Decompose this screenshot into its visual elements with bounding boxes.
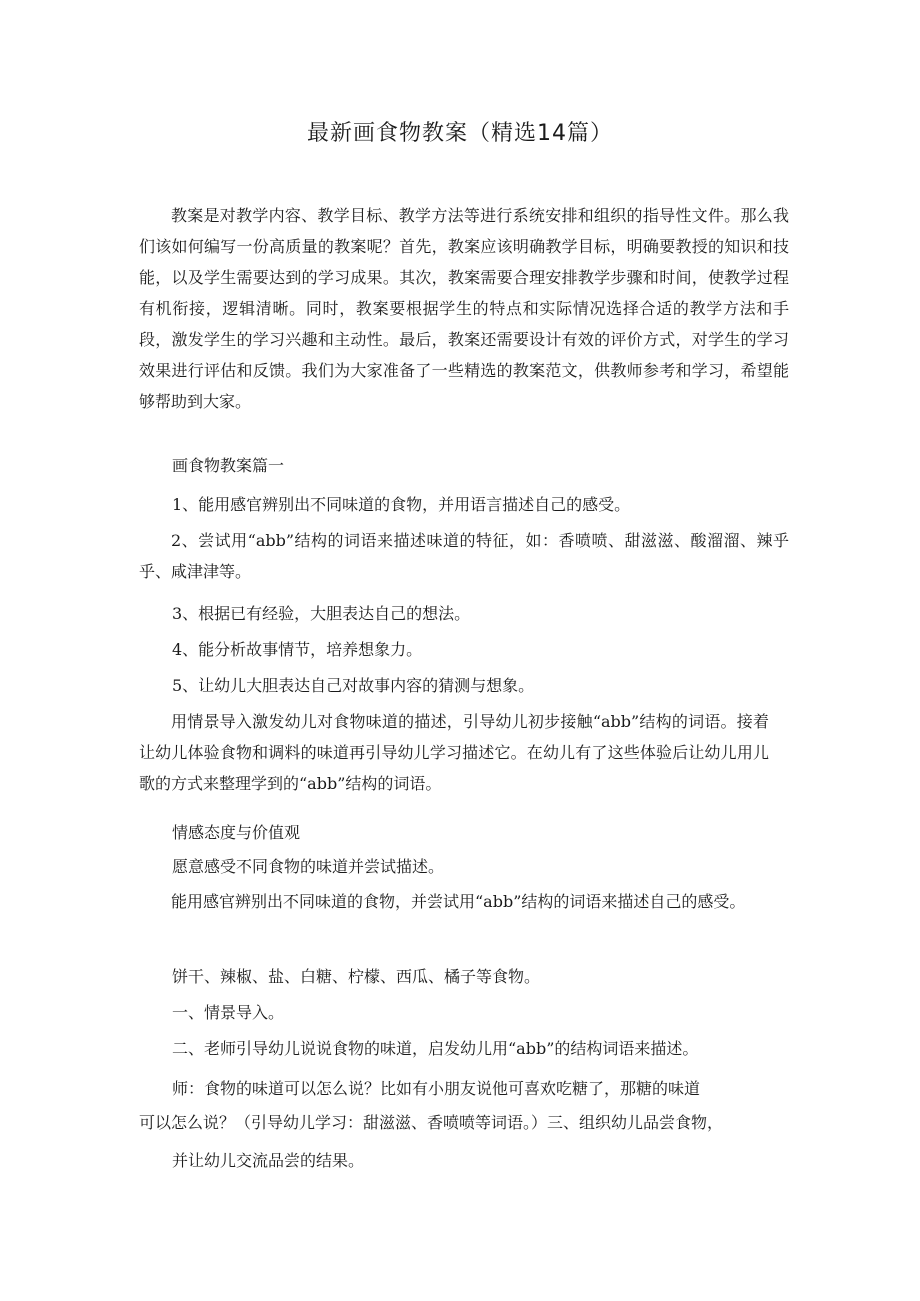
goal-item-1: 1、能用感官辨别出不同味道的食物，并用语言描述自己的感受。 [172, 495, 631, 514]
step-2: 二、老师引导幼儿说说食物的味道，启发幼儿用“abb”的结构词语来描述。 [172, 1039, 699, 1058]
ability-paragraph: 能用感官辨别出不同味道的食物，并尝试用“abb”结构的词语来描述自己的感受。 [171, 892, 746, 911]
teacher-line-3: 并让幼儿交流品尝的结果。 [172, 1151, 365, 1170]
teacher-line-2: 可以怎么说？（引导幼儿学习：甜滋滋、香喷喷等词语。）三、组织幼儿品尝食物， [139, 1113, 724, 1132]
goal-item-4: 4、能分析故事情节，培养想象力。 [172, 640, 423, 659]
materials-text: 饼干、辣椒、盐、白糖、柠檬、西瓜、橘子等食物。 [172, 967, 541, 986]
step-1: 一、情景导入。 [172, 1003, 285, 1022]
goal-item-2: 2、尝试用“abb”结构的词语来描述味道的特征，如：香喷喷、甜滋滋、酸溜溜、辣乎乎、咸津津等。 [139, 531, 789, 581]
attitude-text: 愿意感受不同食物的味道并尝试描述。 [172, 857, 445, 876]
intro-paragraph: 教案是对教学内容、教学目标、教学方法等进行系统安排和组织的指导性文件。那么我们该如何编写一份高质量的教案呢？首先，教案应该明确教学目标，明确要教授的知识和技能，以及学生需要达到的学习成果。其次，教案需要合理安排教学步骤和时间，使教学过程有机衔接，逻辑清晰。同时，教案要根据学生的特点和实际情况选择合适的教学方法和手段，激发学生的学习兴趣和主动性。最后，教案还需要设计有效的评价方式，对学生的学习效果进行评估和反馈。我们为大家准备了一些精选的教案范文，供教师参考和学习，希望能够帮助到大家。 [139, 206, 789, 411]
goal-item-3: 3、根据已有经验，大胆表达自己的想法。 [172, 604, 471, 623]
design-paragraph: 用情景导入激发幼儿对食物味道的描述，引导幼儿初步接触“abb”结构的词语。接着让幼儿体验食物和调料的味道再引导幼儿学习描述它。在幼儿有了这些体验后让幼儿用儿歌的方式来整理学到的“abb”结构的词语。 [139, 712, 769, 793]
goal-item-5: 5、让幼儿大胆表达自己对故事内容的猜测与想象。 [172, 676, 535, 695]
teacher-line-1: 师：食物的味道可以怎么说？比如有小朋友说他可喜欢吃糖了，那糖的味道 [172, 1079, 701, 1098]
attitude-heading: 情感态度与价值观 [172, 823, 301, 842]
document-title: 最新画食物教案（精选14篇） [307, 121, 613, 146]
section-heading: 画食物教案篇一 [172, 456, 285, 475]
